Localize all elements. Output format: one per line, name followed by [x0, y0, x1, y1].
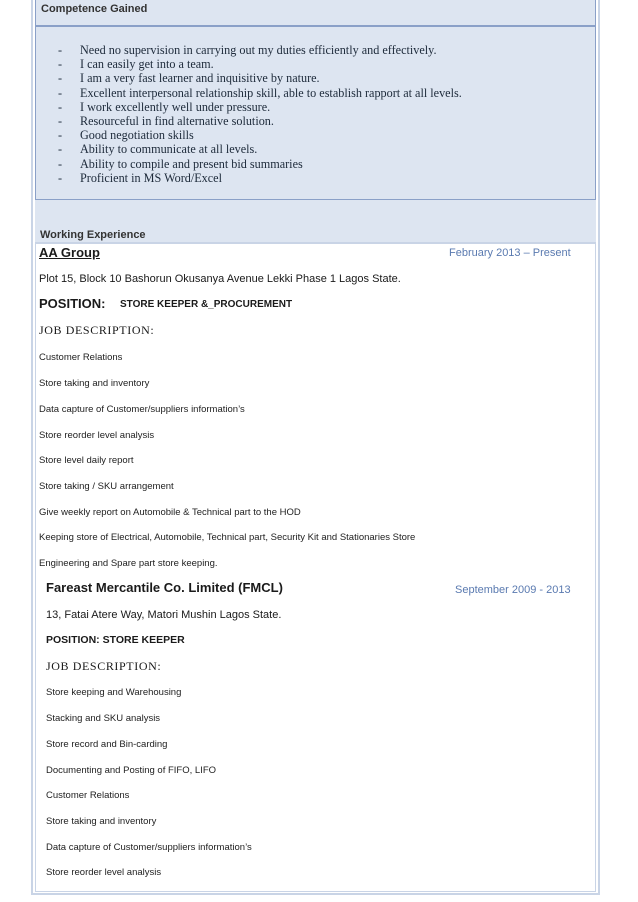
job-1-address: Plot 15, Block 10 Bashorun Okusanya Avenue Lekki Phase 1 Lagos State.: [39, 273, 401, 285]
job-1-task: Store taking and inventory: [39, 378, 150, 389]
job-2-task: Store record and Bin-carding: [46, 739, 168, 750]
job-1-description-heading: JOB DESCRIPTION:: [39, 323, 155, 337]
job-2-address: 13, Fatai Atere Way, Matori Mushin Lagos State.: [46, 609, 282, 621]
competence-item: - Good negotiation skills: [58, 128, 194, 143]
job-2-description-heading: JOB DESCRIPTION:: [46, 659, 162, 673]
competence-header: [35, 0, 596, 26]
work-header: [35, 200, 596, 242]
competence-item: - I can easily get into a team.: [58, 57, 214, 72]
competence-box: [35, 26, 596, 200]
job-2-task: Documenting and Posting of FIFO, LIFO: [46, 765, 217, 776]
job-1-dates: February 2013 – Present: [449, 247, 571, 259]
competence-item: - Proficient in MS Word/Excel: [58, 170, 222, 185]
job-1-company: AA Group: [39, 245, 100, 260]
job-2-task: Data capture of Customer/suppliers information’s: [46, 842, 252, 853]
competence-item: - Excellent interpersonal relationship skill, able to establish rapport at all levels.: [58, 85, 462, 100]
job-1-task: Keeping store of Electrical, Automobile, Technical part, Security Kit and Stationaries Store: [39, 532, 416, 543]
job-2-dates: September 2009 - 2013: [455, 584, 571, 596]
job-2-task: Store reorder level analysis: [46, 867, 162, 878]
job-2-position: POSITION: STORE KEEPER: [46, 634, 185, 646]
job-2-company: Fareast Mercantile Co. Limited (FMCL): [46, 580, 283, 595]
competence-item: - I am a very fast learner and inquisitive by nature.: [58, 71, 320, 86]
job-1-task: Data capture of Customer/suppliers information’s: [39, 404, 245, 415]
job-1-position-label: POSITION:: [39, 296, 106, 311]
job-1-task: Store taking / SKU arrangement: [39, 481, 174, 492]
competence-item: - Resourceful in find alternative solution.: [58, 113, 274, 128]
job-2-task: Customer Relations: [46, 790, 130, 801]
competence-heading: Competence Gained: [41, 3, 148, 15]
job-2-task: Store taking and inventory: [46, 816, 157, 827]
competence-item: - I work excellently well under pressure.: [58, 99, 271, 114]
job-1-task: Customer Relations: [39, 352, 123, 363]
competence-item: - Ability to communicate at all levels.: [58, 142, 258, 157]
competence-list: [58, 43, 462, 185]
competence-item: - Need no supervision in carrying out my duties efficiently and effectively.: [58, 43, 437, 57]
job-1-task: Store reorder level analysis: [39, 430, 155, 441]
job-1-task: Give weekly report on Automobile & Technical part to the HOD: [39, 507, 301, 518]
job-2-task: Stacking and SKU analysis: [46, 713, 161, 724]
job-1-task: Store level daily report: [39, 455, 134, 466]
job-1-position-value: STORE KEEPER &_PROCUREMENT: [120, 299, 293, 310]
job-1-task: Engineering and Spare part store keeping.: [39, 558, 218, 569]
competence-item: - Ability to compile and present bid summaries: [58, 156, 303, 171]
work-heading: Working Experience: [40, 229, 146, 241]
job-2-task: Store keeping and Warehousing: [46, 687, 182, 698]
